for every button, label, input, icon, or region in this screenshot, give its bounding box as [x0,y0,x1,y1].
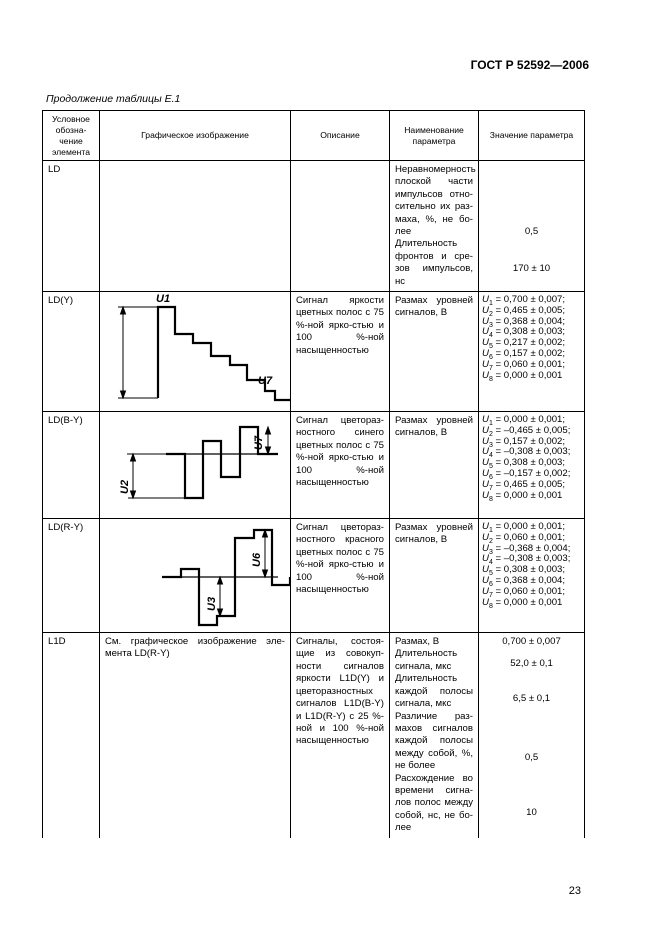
param-text: Расхождение во времени сигна-лов полос между собой, нс, не бо-лее [395,772,473,834]
value-line: $U_2 = 0,060 \pm 0,001$; [482,531,566,545]
row-parameter [390,161,479,292]
value-text: 6,5 ± 0,1 [512,692,551,704]
graph-label-u7: U7 [253,436,265,451]
row-value [479,161,585,292]
value-line: $U_8 = 0,000 \pm 0,001$ [482,369,563,383]
value-line: $U_8 = 0,000 \pm 0,001$ [482,489,563,503]
value-line: $U_7 = 0,060 \pm 0,001$; [482,358,566,372]
red-difference-diagram [100,519,290,631]
row-code: LD(R-Y) [43,519,100,633]
row-description: Сигнал цветораз-ностного синего цветных полос с 75 %-ной ярко-стью и 100 %-ной насыщенностью [291,412,390,519]
row-code: L1D [43,633,100,838]
table-row [43,161,585,292]
row-description [291,161,390,292]
value-line: $U_5 = 0,217 \pm 0,002$; [482,337,566,351]
value-text: 0,5 [524,752,539,764]
row-parameter: Размах уровней сигналов, В [390,412,479,519]
value-line: $U_6 = 0,368 \pm 0,004$; [482,575,566,588]
row-description: Сигнал яркости цветных полос с 75 %-ной ярко-стью и 100 %-ной насыщенностью [291,292,390,412]
graph-label-u6: U6 [251,553,263,568]
row-code: LD [43,161,100,292]
value-line: $U_3 = -0,368 \pm 0,004$; [482,542,571,556]
value-line: $U_3 = 0,368 \pm 0,004$; [482,315,566,329]
table-row [43,412,585,519]
standard-header: ГОСТ Р 52592—2006 [470,58,589,72]
row-parameter: Размах уровней сигналов, В [390,519,479,633]
header-parameter: Наименование параметра [390,111,479,161]
value-text: 0,5 [524,226,539,237]
value-text: 52,0 ± 0,1 [510,658,553,670]
row-code: LD(B-Y) [43,412,100,519]
value-line: $U_6 = -0,157 \pm 0,002$; [482,468,571,481]
value-line: $U_5 = 0,308 \pm 0,003$; [482,457,566,471]
value-text: 170 ± 10 [512,263,551,275]
graph-label-u3: U3 [206,597,218,612]
row-graphic [100,292,291,412]
value-line: $U_4 = -0,308 \pm 0,003$; [482,446,571,460]
value-text: 0,700 ± 0,007 [502,636,561,648]
value-line: $U_5 = 0,308 \pm 0,003$; [482,564,566,578]
luminance-staircase-diagram [100,292,290,410]
table-row [43,519,585,633]
param-text: Длительность каждой полосы сигнала, мкс [395,673,473,710]
value-line: $U_8 = 0,000 \pm 0,001$ [482,596,563,610]
row-value [479,292,585,412]
param-text: Различие раз-махов сигналов каждой полосы между собой, %, не более [395,710,473,772]
table-header-row [43,111,585,161]
header-code: Условное обозна-чение элемента [43,111,100,161]
graph-label-top: U1 [156,293,171,306]
row-description: Сигнал цветораз-ностного красного цветных полос с 75 %-ной ярко-стью и 100 %-ной насыщенностью [291,519,390,633]
graph-label-bottom: U7 [258,375,273,388]
row-graphic [100,412,291,519]
header-graphic: Графическое изображение [100,111,291,161]
value-line: $U_1 = 0,700 \pm 0,007$; [482,294,566,307]
row-value [479,519,585,633]
row-value [479,412,585,519]
row-parameter [390,633,479,838]
graph-label-u2: U2 [119,480,131,495]
value-line: $U_1 = 0,000 \pm 0,001$; [482,414,566,427]
header-description: Описание [291,111,390,161]
value-line: $U_3 = 0,157 \pm 0,002$; [482,435,566,449]
blue-difference-diagram [100,412,290,517]
header-value: Значение параметра [479,111,585,161]
value-line: $U_4 = 0,308 \pm 0,003$; [482,326,566,340]
row-graphic [100,161,291,292]
row-parameter: Размах уровней сигналов, В [390,292,479,412]
param-text: Размах, В [395,636,440,648]
page-number: 23 [568,885,581,897]
row-description: Сигналы, состоя-щие из совокуп-ности сигналов яркости L1D(Y) и цветоразностных сигналов L1D(B-Y) и L1D(R-Y) с 25 %-ной и 100 %-ной насыщенностью [291,633,390,838]
table-row [43,292,585,412]
table-row [43,633,585,838]
value-line: $U_7 = 0,060 \pm 0,001$; [482,585,566,599]
value-line: $U_2 = -0,465 \pm 0,005$; [482,424,571,438]
row-graphic [100,519,291,633]
value-line: $U_4 = -0,308 \pm 0,003$; [482,553,571,567]
row-value [479,633,585,838]
value-line: $U_7 = 0,465 \pm 0,005$; [482,478,566,492]
parameters-table [42,110,585,838]
param-text: Длительность фронтов и сре-зов импульсов, нс [395,238,473,287]
value-line: $U_6 = 0,157 \pm 0,002$; [482,348,566,361]
value-line: $U_1 = 0,000 \pm 0,001$; [482,521,566,534]
value-line: $U_2 = 0,465 \pm 0,005$; [482,304,566,318]
table-continuation-caption: Продолжение таблицы Е.1 [46,93,181,105]
param-text: Длительность сигнала, мкс [395,648,458,672]
row-code: LD(Y) [43,292,100,412]
row-graphic: См. графическое изображение эле-мента LD(R-Y) [100,633,291,838]
param-text: Неравномерность плоской части импульсов отно-сительно их раз-маха, %, не бо-лее [395,164,476,238]
value-text: 10 [526,806,537,818]
